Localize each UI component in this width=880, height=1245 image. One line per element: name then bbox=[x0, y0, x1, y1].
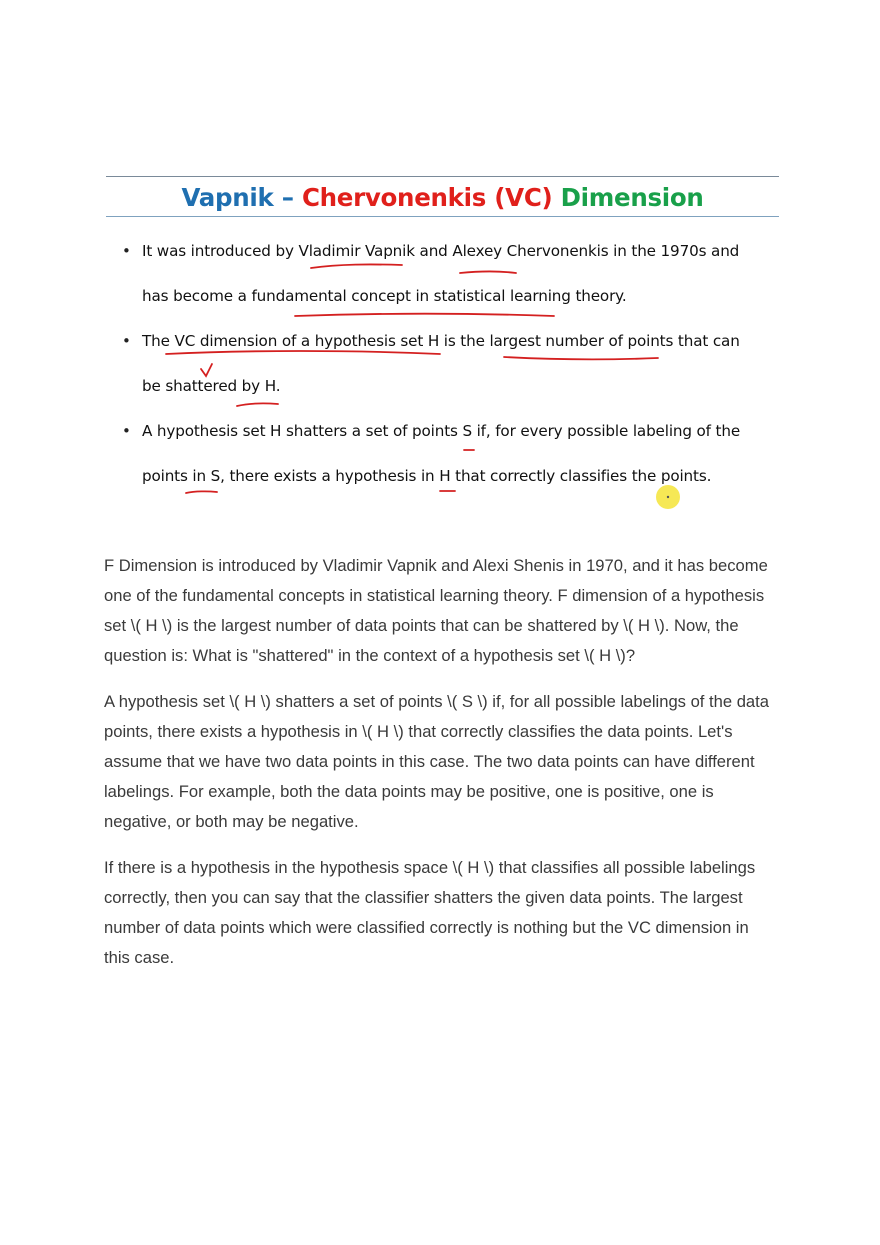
underline-vladimir-vapnik bbox=[311, 264, 402, 268]
paragraph-1: F Dimension is introduced by Vladimir Vapnik and Alexi Shenis in 1970, and it has become one of the fundamental concepts in statistical learning theory. F dimension of a hypothesis set \( H \) is the largest number of data points that can be shattered by \( H \). Now, the question is: What is "shattered" in the context of a hypothesis set \( H \)? bbox=[104, 556, 768, 665]
underline-fundamental-concept bbox=[295, 314, 554, 316]
title-vapnik: Vapnik bbox=[181, 183, 274, 212]
bullet-marker: • bbox=[122, 332, 131, 350]
lecture-slide bbox=[0, 0, 880, 520]
article-body bbox=[104, 551, 774, 989]
bullet-1-line-2: has become a fundamental concept in statistical learning theory. bbox=[142, 287, 627, 305]
bullet-3-line-1: A hypothesis set H shatters a set of points S if, for every possible labeling of the bbox=[142, 422, 741, 440]
title-chervonenkis: Chervonenkis (VC) bbox=[301, 183, 553, 212]
underline-vc-dimension-set-h bbox=[166, 351, 440, 354]
underline-largest-number bbox=[504, 357, 658, 359]
checkmark-icon bbox=[201, 364, 212, 376]
bullet-marker: • bbox=[122, 242, 131, 260]
handwritten-annotations bbox=[0, 0, 880, 520]
bullet-2-line-2: be shattered by H. bbox=[142, 377, 281, 395]
bullet-marker: • bbox=[122, 422, 131, 440]
underline-by-h bbox=[237, 403, 278, 406]
bullet-1-line-1: It was introduced by Vladimir Vapnik and Alexey Chervonenkis in the 1970s and bbox=[142, 242, 740, 260]
paragraph-3: If there is a hypothesis in the hypothesis space \( H \) that classifies all possible labelings correctly, then you can say that the classifier shatters the given data points. The largest number of data points which were classified correctly is nothing but the VC dimension in this case. bbox=[104, 858, 756, 967]
underline-chervonenkis bbox=[460, 272, 516, 274]
title-dimension: Dimension bbox=[552, 183, 704, 212]
cursor-dot-icon bbox=[667, 496, 669, 498]
title-dash: – bbox=[273, 183, 302, 212]
paragraph-2: A hypothesis set \( H \) shatters a set of points \( S \) if, for all possible labelings of the data points, there exists a hypothesis in \( H \) that correctly classifies the data points. Let's assume that we have two data points in this case. The two data points can have different labelings. For example, both the data points may be positive, one is positive, one is negative, or both may be negative. bbox=[104, 692, 769, 831]
bullet-3-line-2: points in S, there exists a hypothesis in H that correctly classifies the points. bbox=[142, 467, 712, 485]
underline-in-s bbox=[186, 491, 217, 493]
bullet-2-line-1: The VC dimension of a hypothesis set H is the largest number of points that can bbox=[142, 332, 740, 350]
